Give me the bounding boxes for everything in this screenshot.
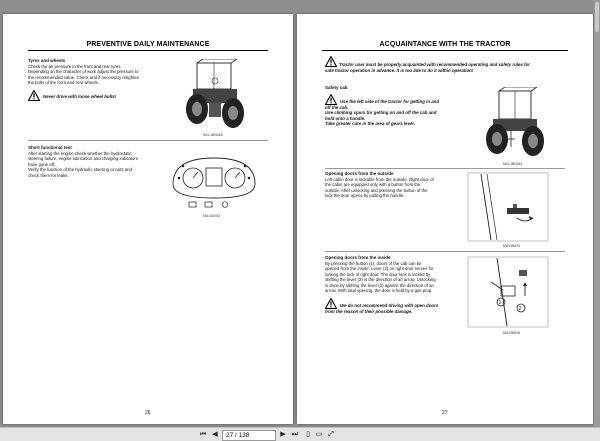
page-number-input[interactable]: 27 / 138 [222,430,276,441]
page-title: PREVENTIVE DAILY MAINTENANCE [86,41,210,48]
page-left [3,14,293,424]
inside-heading: Opening doors from the inside [325,255,391,260]
inside-warning-2: from the reason of their possible damage. [325,309,413,314]
single-page-view-icon[interactable]: ▯ [306,431,310,438]
title-rule [28,50,268,51]
safety-cab-warning: off the cab. Use climbing spurs for getting on and off the cab and hold onto a handle. Take greater care in the area of gears lever. [325,105,437,127]
page-title: ACQUAINTANCE WITH THE TRACTOR [379,41,511,48]
warning-icon [325,56,337,67]
intro-warning-2: safe tractor operation in advance. It is too late to do it within operation! [325,68,474,73]
navigation-toolbar [0,427,600,441]
figure-caption: MCL1BN041 [503,162,523,166]
fit-page-icon[interactable]: ⤢ [328,431,334,438]
page-right [297,14,593,424]
door-lever-inside-illustration [467,256,549,328]
page-number: 26 [145,410,151,416]
section-divider [325,251,565,252]
warning-icon [325,94,337,105]
previous-page-button[interactable]: ◀ [212,431,218,438]
instrument-panel-illustration [167,154,261,212]
vertical-scrollbar[interactable] [594,0,600,427]
outside-body: Left cabin door is lockable from the outside. Right door of the cabin are equipped only with a button from the outside. After unlocking and pressing the button of the lock the door opens by pulling the handle. [325,177,434,199]
safety-cab-heading: Safety cab [325,85,348,90]
last-page-button[interactable]: ⏭ [291,431,299,438]
page-number: 27 [442,410,448,416]
title-rule [322,50,568,51]
tractor-wheel-illustration [183,59,249,131]
first-page-button[interactable]: ⏮ [199,431,207,438]
intro-warning-1: Tractor user must be properly acquainted with recommended operating and safety rules for [339,62,530,67]
inside-warning-1: We do not recommend driving with open doors [340,303,439,308]
figure-caption: MA13N029 [503,244,520,248]
outside-heading: Opening doors from the outside [325,171,394,176]
warning-icon [28,90,40,101]
figure-caption: MA14D053 [203,214,220,218]
functional-heading: Short functional test [28,145,72,150]
scrollbar-thumb[interactable] [595,2,599,32]
safety-cab-illustration [483,87,549,159]
svg-text:2: 2 [518,306,522,312]
door-handle-outside-illustration [467,172,549,242]
two-page-view-icon[interactable]: ▭ [315,431,323,438]
figure-caption: MA13N028 [503,331,520,335]
warning-icon [325,298,337,309]
tyres-warning: Never drive with loose wheel bolts! [43,94,117,99]
tyres-body: Check the air pressure in the front and rear tyres. Depending on the character of work adjust the pressure to the recommended value. Check and if necessary retighten the bolts of the front and rear wheels. [28,64,140,86]
tyres-heading: Tyres and wheels [28,58,66,63]
section-divider [28,140,268,141]
inside-body: By pressing the button (1), doors of the cab can be opened from the inside. Lever (2) on right door serves for locking the lock of right door. The door lock is locked by shifting the lever (2) in the direction of an arrow. Unlocking is done by shifting the lever (2) against the direction of an arrow. With total opening, the door is held by a gas prop. [325,261,436,294]
next-page-button[interactable]: ▶ [280,431,286,438]
safety-cab-warning-1: Use the left side of the tractor for getting in and [340,99,440,104]
functional-body: After starting the engine check whether the hydrostatic steering failure, engine lubrication and charging indicators have gone off. Verify the function of the hydraulic steering circuits and check them for leaks. [28,151,138,178]
figure-caption: MCL1BN04A [203,133,223,137]
section-divider [325,168,565,169]
svg-text:1: 1 [498,300,502,306]
